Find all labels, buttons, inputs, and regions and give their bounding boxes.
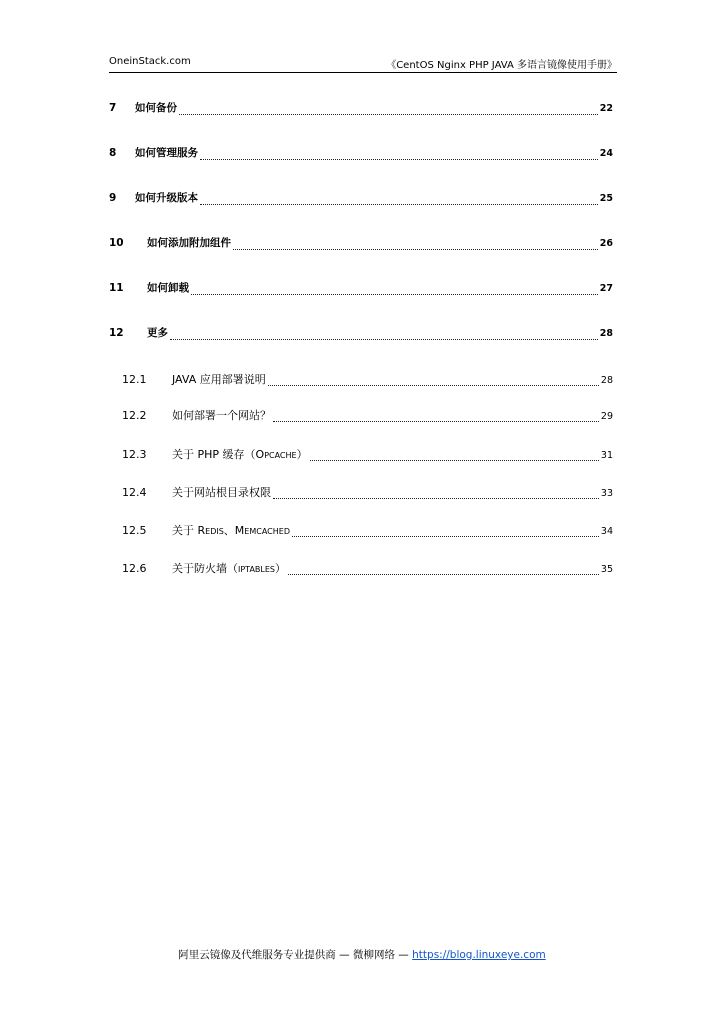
toc-title — [172, 446, 308, 462]
toc-number: 12.6 — [122, 562, 147, 575]
toc-title-smallcaps: iptables — [238, 562, 275, 575]
toc-leader-dots — [179, 114, 598, 115]
toc-title: 更多 — [147, 327, 168, 339]
toc-entry-12-5[interactable] — [109, 522, 613, 542]
toc-entry-10[interactable] — [109, 235, 613, 255]
page-footer — [0, 947, 724, 962]
page-header — [109, 55, 617, 73]
toc-title-suffix: ） — [275, 562, 286, 575]
toc-leader-dots — [200, 159, 598, 160]
toc-page-number: 34 — [600, 526, 613, 537]
toc-page-number: 28 — [599, 328, 613, 339]
toc-leader-dots — [170, 339, 598, 340]
toc-page-number: 35 — [600, 564, 613, 575]
toc-number: 12.1 — [122, 373, 147, 386]
toc-number: 9 — [109, 192, 117, 204]
toc-entry-12[interactable] — [109, 325, 613, 345]
toc-title: 如何部署一个网站？ — [172, 409, 271, 422]
toc-leader-dots — [233, 249, 598, 250]
toc-title-prefix: 关于 PHP 缓存（ — [172, 448, 256, 461]
toc-entry-9[interactable] — [109, 190, 613, 210]
toc-leader-dots — [268, 385, 599, 386]
header-document-title: 《CentOS Nginx PHP JAVA 多语言镜像使用手册》 — [386, 60, 617, 71]
toc-title: 如何升级版本 — [135, 192, 198, 204]
toc-entry-12-6[interactable] — [109, 560, 613, 580]
toc-leader-dots — [292, 536, 599, 537]
toc-page-number: 29 — [600, 411, 613, 422]
toc-number: 10 — [109, 237, 124, 249]
toc-number: 7 — [109, 102, 117, 114]
toc-page-number: 22 — [599, 103, 613, 114]
toc-leader-dots — [310, 460, 599, 461]
toc-leader-dots — [191, 294, 598, 295]
toc-page-number: 25 — [599, 193, 613, 204]
toc-entry-12-2[interactable] — [109, 407, 613, 427]
toc-title-suffix: ） — [296, 448, 308, 461]
toc-number: 12.5 — [122, 524, 147, 537]
toc-entry-11[interactable] — [109, 280, 613, 300]
toc-page-number: 27 — [599, 283, 613, 294]
toc-title-prefix: 关于防火墙（ — [172, 562, 238, 575]
toc-entry-12-3[interactable] — [109, 446, 613, 466]
toc-title — [172, 560, 286, 576]
toc-number: 8 — [109, 147, 117, 159]
toc-entry-12-1[interactable] — [109, 371, 613, 391]
toc-number: 12.3 — [122, 448, 147, 461]
toc-entry-7[interactable] — [109, 100, 613, 120]
toc-entry-12-4[interactable] — [109, 484, 613, 504]
toc-leader-dots — [200, 204, 598, 205]
toc-title: 如何卸载 — [147, 282, 189, 294]
toc-title-smallcaps: Redis、Memcached — [197, 524, 290, 537]
toc-page-number: 33 — [600, 488, 613, 499]
toc-title: JAVA 应用部署说明 — [172, 373, 266, 386]
footer-text: 阿里云镜像及代维服务专业提供商 — 微柳网络 — — [178, 949, 413, 961]
toc-number: 11 — [109, 282, 124, 294]
header-site-name: OneinStack.com — [109, 56, 191, 67]
toc-title: 如何备份 — [135, 102, 177, 114]
toc-leader-dots — [288, 574, 599, 575]
toc-title-prefix: 关于 — [172, 524, 198, 537]
toc-page-number: 26 — [599, 238, 613, 249]
toc-leader-dots — [273, 421, 599, 422]
toc-number: 12 — [109, 327, 124, 339]
toc-title — [172, 522, 290, 538]
toc-page-number: 28 — [600, 375, 613, 386]
toc-title-smallcaps: Opcache — [255, 448, 297, 461]
toc-entry-8[interactable] — [109, 145, 613, 165]
toc-leader-dots — [273, 498, 599, 499]
toc-title: 如何管理服务 — [135, 147, 198, 159]
toc-title: 关于网站根目录权限 — [172, 486, 271, 499]
footer-link[interactable]: https://blog.linuxeye.com — [412, 949, 546, 961]
toc-page-number: 31 — [600, 450, 613, 461]
toc-number: 12.4 — [122, 486, 147, 499]
toc-title: 如何添加附加组件 — [147, 237, 231, 249]
toc-page-number: 24 — [599, 148, 613, 159]
toc-number: 12.2 — [122, 409, 147, 422]
